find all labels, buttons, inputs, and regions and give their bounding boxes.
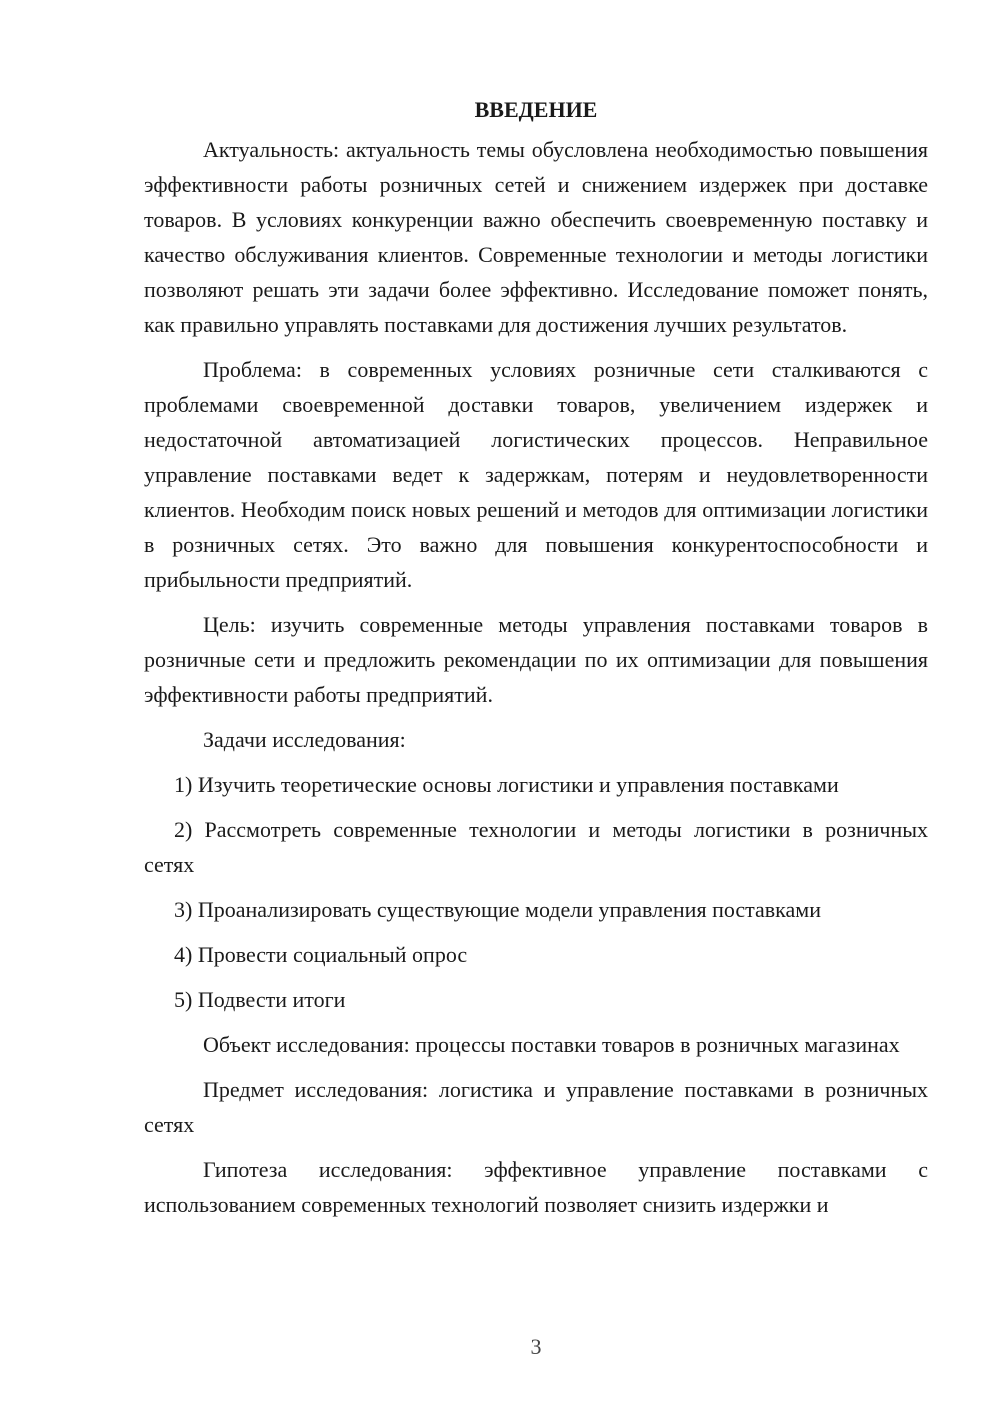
page-number: 3 (530, 1334, 542, 1359)
task-item-1: 1) Изучить теоретические основы логистики и управления поставками (174, 772, 839, 797)
object-paragraph: Объект исследования: процессы поставки товаров в розничных магазинах (203, 1032, 900, 1057)
page-title: ВВЕДЕНИЕ (474, 97, 598, 122)
page-content (144, 92, 928, 1232)
task-item-5: 5) Подвести итоги (174, 987, 346, 1012)
task-item-3: 3) Проанализировать существующие модели управления поставками (174, 897, 822, 922)
goal-paragraph: Цель: изучить современные методы управления поставками товаров в розничные сети и предложить рекомендации по их оптимизации для повышения эффективности работы предприятий. (144, 612, 928, 707)
problem-paragraph: Проблема: в современных условиях розничные сети сталкиваются с проблемами своевременной доставки товаров, увеличением издержек и недостаточной автоматизацией логистических процессов. Неправильное управление поставками ведет к задержкам, потерям и неудовлетворенности клиентов. Необходим поиск новых решений и методов для оптимизации логистики в розничных сетях. Это важно для повышения конкурентоспособности и прибыльности предприятий. (144, 357, 928, 592)
subject-paragraph: Предмет исследования: логистика и управление поставками в розничных сетях (144, 1077, 928, 1137)
hypothesis-paragraph: Гипотеза исследования: эффективное управление поставками с использованием современных технологий позволяет снизить издержки и (144, 1157, 928, 1217)
task-item-4: 4) Провести социальный опрос (174, 942, 468, 967)
task-item-2: 2) Рассмотреть современные технологии и методы логистики в розничных сетях (144, 817, 928, 877)
relevance-paragraph: Актуальность: актуальность темы обусловлена необходимостью повышения эффективности работы розничных сетей и снижением издержек при доставке товаров. В условиях конкуренции важно обеспечить своевременную поставку и качество обслуживания клиентов. Современные технологии и методы логистики позволяют решать эти задачи более эффективно. Исследование поможет понять, как правильно управлять поставками для достижения лучших результатов. (144, 137, 928, 337)
tasks-heading: Задачи исследования: (203, 727, 406, 752)
